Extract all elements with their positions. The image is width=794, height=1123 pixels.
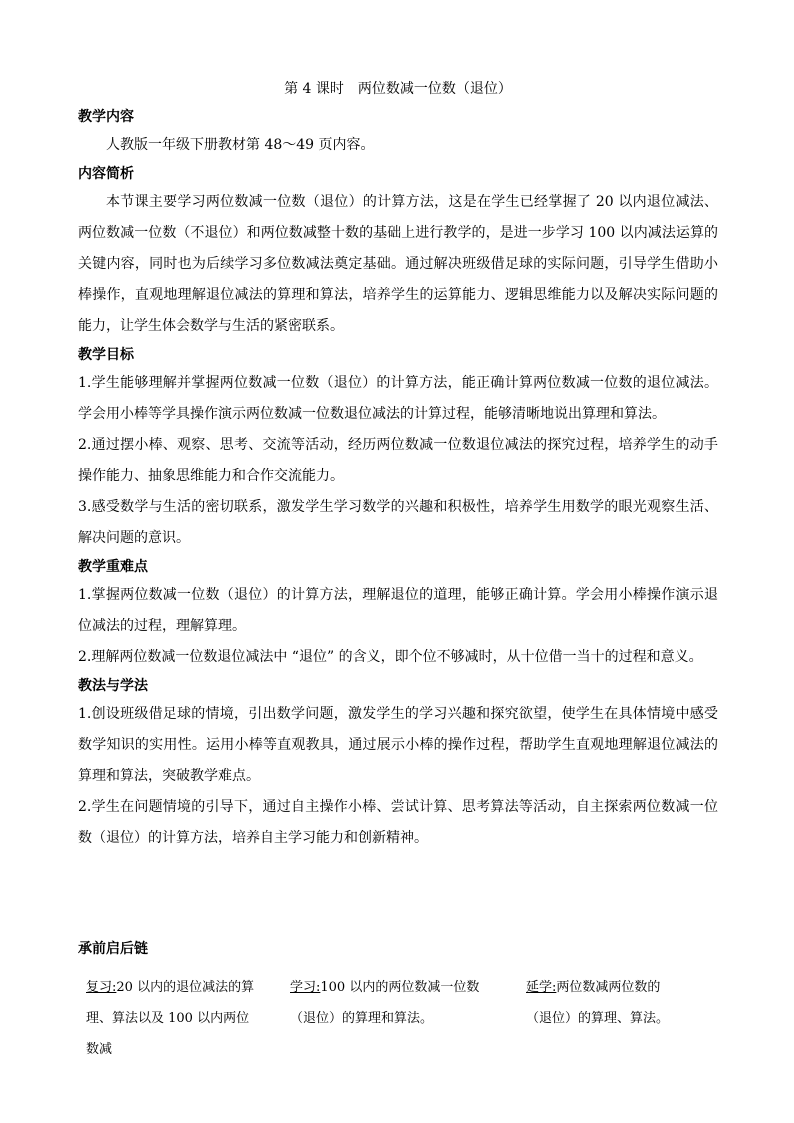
section-heading-methods: 教法与学法 [78,678,148,694]
bridge-heading: 承前启后链 [78,941,148,957]
bridge-review [86,972,258,1065]
section-heading-content: 教学内容 [78,109,134,125]
section-heading-goals: 教学目标 [78,347,134,363]
bridge-learn [290,972,480,1034]
goal-item: 3.感受数学与生活的密切联系，激发学生学习数学的兴趣和积极性，培养学生用数学的眼光观察生活、解决问题的意识。 [78,499,718,546]
method-item: 1.创设班级借足球的情境，引出数学问题，激发学生的学习兴趣和探究欲望，使学生在具体情境中感受数学知识的实用性。运用小棒等直观教具，通过展示小棒的操作过程，帮助学生直观地理解退位减法的算理和算法，突破教学难点。 [78,706,718,784]
keypoint-item: 1.掌握两位数减一位数（退位）的计算方法，理解退位的道理，能够正确计算。学会用小棒操作演示退位减法的过程，理解算理。 [78,587,718,634]
bridge-extend-text: 两位数减两位数的（退位）的算理、算法。 [526,980,670,1026]
bridge-review-label: 复习: [86,980,117,995]
page-title: 第 4 课时 两位数减一位数（退位） [284,81,512,97]
section-heading-keypoints: 教学重难点 [78,559,148,575]
bridge-learn-text: 100 以内的两位数减一位数（退位）的算理和算法。 [290,980,480,1026]
keypoint-item: 2.理解两位数减一位数退位减法中 “退位” 的含义，即个位不够减时，从十位借一当十的过程和意义。 [78,649,703,665]
bridge-chain [78,972,718,1092]
section-heading-analysis: 内容简析 [78,166,134,182]
analysis-text: 本节课主要学习两位数减一位数（退位）的计算方法，这是在学生已经掌握了 20 以内退位减法、两位数减一位数（不退位）和两位数减整十数的基础上进行教学的，是进一步学习 100 以内减法运算的关键内容，同时也为后续学习多位数减法奠定基础。通过解决班级借足球的实际问题，引导学生借助小棒操作，直观地理解退位减法的算理和算法，培养学生的运算能力、逻辑思维能力以及解决实际问题的能力，让学生体会数学与生活的紧密联系。 [78,194,718,334]
bridge-extend-label: 延学: [526,980,557,995]
vertical-spacer [78,854,718,936]
method-item: 2.学生在问题情境的引导下，通过自主操作小棒、尝试计算、思考算法等活动，自主探索两位数减一位数（退位）的计算方法，培养自主学习能力和创新精神。 [78,799,718,846]
goal-item: 2.通过摆小棒、观察、思考、交流等活动，经历两位数减一位数退位减法的探究过程，培养学生的动手操作能力、抽象思维能力和合作交流能力。 [78,437,718,484]
content-text: 人教版一年级下册教材第 48～49 页内容。 [106,137,375,153]
bridge-extend [526,972,676,1034]
goal-item: 1.学生能够理解并掌握两位数减一位数（退位）的计算方法，能正确计算两位数减一位数的退位减法。学会用小棒等学具操作演示两位数减一位数退位减法的计算过程，能够清晰地说出算理和算法。 [78,375,718,422]
document-page [78,78,718,1092]
bridge-review-text: 20 以内的退位减法的算理、算法以及 100 以内两位数减 [86,980,255,1057]
bridge-learn-label: 学习: [290,980,321,995]
